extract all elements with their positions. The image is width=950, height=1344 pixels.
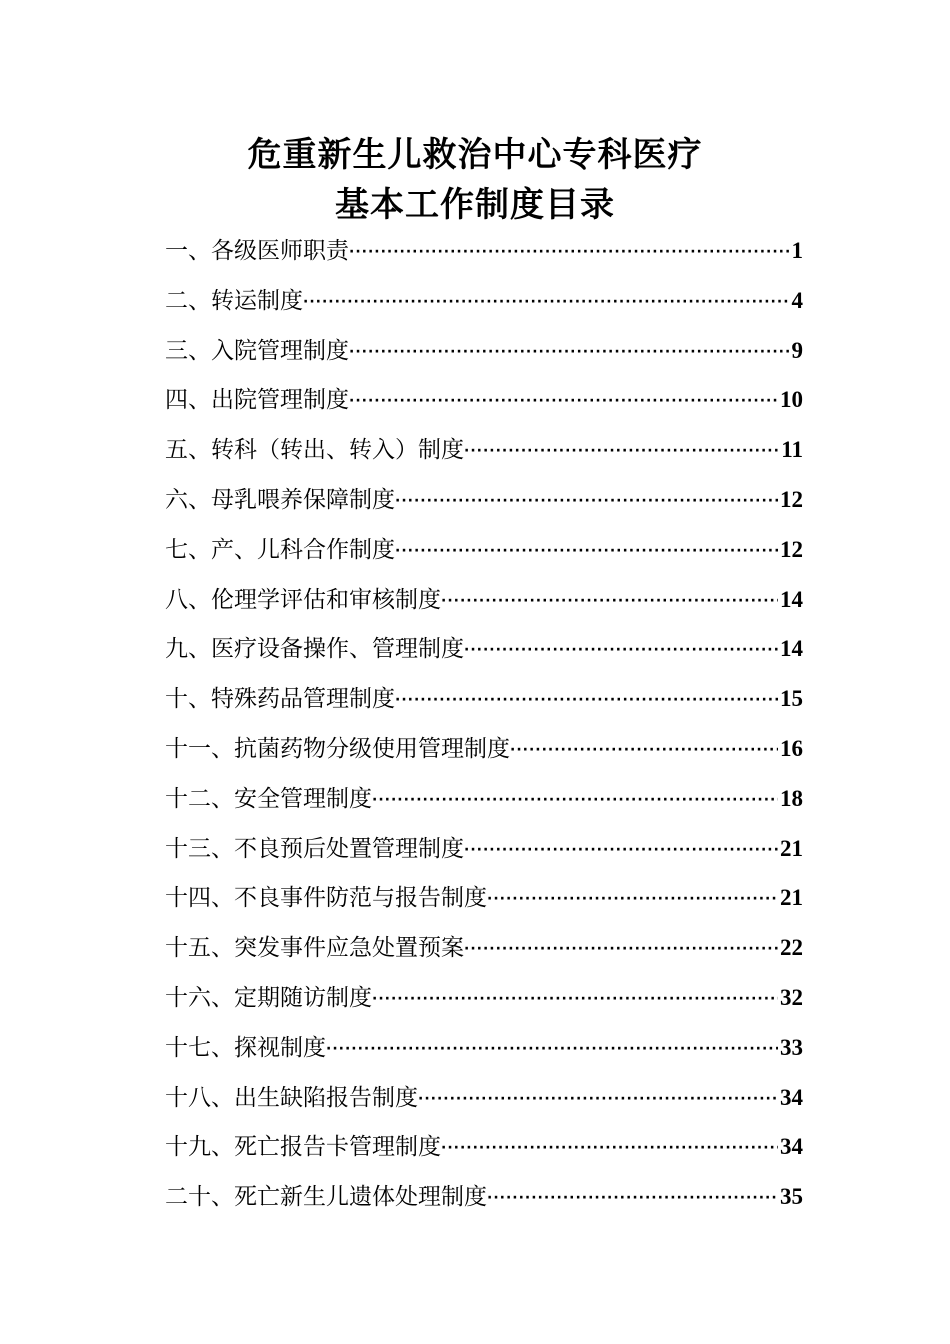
toc-dot-leader	[464, 826, 778, 874]
toc-entry-page: 34	[780, 1134, 803, 1160]
toc-entry-label: 七、产、儿科合作制度	[165, 536, 395, 563]
toc-dot-leader	[441, 577, 778, 625]
toc-entry-label: 十一、抗菌药物分级使用管理制度	[165, 735, 510, 762]
toc-entry[interactable]	[165, 873, 803, 923]
toc-entry[interactable]	[165, 724, 803, 774]
toc-dot-leader	[395, 477, 778, 525]
toc-dot-leader	[487, 875, 778, 923]
toc-entry-page: 14	[780, 636, 803, 662]
toc-entry[interactable]	[165, 475, 803, 525]
table-of-contents	[165, 226, 803, 1222]
toc-entry-label: 十三、不良预后处置管理制度	[165, 835, 464, 862]
toc-dot-leader	[349, 377, 778, 425]
toc-entry-label: 十八、出生缺陷报告制度	[165, 1084, 418, 1111]
toc-dot-leader	[303, 278, 790, 326]
toc-entry-page: 32	[780, 984, 803, 1010]
toc-dot-leader	[464, 427, 779, 475]
toc-dot-leader	[418, 1075, 778, 1123]
toc-entry[interactable]	[165, 624, 803, 674]
toc-entry-label: 九、医疗设备操作、管理制度	[165, 636, 464, 663]
toc-entry-label: 十、特殊药品管理制度	[165, 686, 395, 713]
toc-entry[interactable]	[165, 226, 803, 276]
toc-entry[interactable]	[165, 1073, 803, 1123]
toc-entry[interactable]	[165, 525, 803, 575]
toc-entry-page: 12	[780, 536, 803, 562]
toc-entry[interactable]	[165, 1122, 803, 1172]
toc-entry-page: 12	[780, 486, 803, 512]
toc-entry[interactable]	[165, 425, 803, 475]
toc-entry-page: 10	[780, 387, 803, 413]
toc-dot-leader	[395, 676, 778, 724]
document-title	[0, 130, 950, 230]
title-line-1: 危重新生儿救治中心专科医疗	[247, 135, 703, 175]
toc-entry[interactable]	[165, 375, 803, 425]
toc-entry-label: 十七、探视制度	[165, 1034, 326, 1061]
toc-dot-leader	[510, 726, 778, 774]
toc-entry-page: 21	[780, 835, 803, 861]
toc-entry-label: 四、出院管理制度	[165, 387, 349, 414]
title-line-2: 基本工作制度目录	[335, 185, 615, 225]
toc-entry[interactable]	[165, 1023, 803, 1073]
toc-entry-label: 八、伦理学评估和审核制度	[165, 586, 441, 613]
toc-dot-leader	[372, 975, 778, 1023]
toc-dot-leader	[441, 1124, 778, 1172]
toc-entry-page: 16	[780, 735, 803, 761]
toc-dot-leader	[395, 527, 778, 575]
toc-entry-label: 二十、死亡新生儿遗体处理制度	[165, 1184, 487, 1211]
toc-entry-label: 三、入院管理制度	[165, 337, 349, 364]
toc-entry[interactable]	[165, 774, 803, 824]
toc-entry-page: 14	[780, 586, 803, 612]
toc-entry-page: 21	[780, 885, 803, 911]
toc-entry-label: 十四、不良事件防范与报告制度	[165, 885, 487, 912]
toc-entry-page: 15	[780, 686, 803, 712]
toc-entry-page: 11	[781, 437, 803, 463]
toc-entry[interactable]	[165, 923, 803, 973]
toc-entry-label: 六、母乳喂养保障制度	[165, 486, 395, 513]
toc-dot-leader	[349, 328, 790, 376]
toc-entry-label: 十五、突发事件应急处置预案	[165, 935, 464, 962]
toc-entry-label: 十六、定期随访制度	[165, 984, 372, 1011]
toc-entry-page: 9	[791, 337, 803, 363]
toc-entry-label: 十二、安全管理制度	[165, 785, 372, 812]
toc-dot-leader	[487, 1174, 778, 1222]
toc-entry[interactable]	[165, 575, 803, 625]
toc-dot-leader	[326, 1025, 778, 1073]
toc-entry-label: 二、转运制度	[165, 287, 303, 314]
toc-entry-page: 1	[791, 238, 803, 263]
toc-dot-leader	[372, 776, 778, 824]
toc-entry-page: 22	[780, 935, 803, 961]
toc-entry-label: 五、转科（转出、转入）制度	[165, 437, 464, 464]
toc-entry[interactable]	[165, 973, 803, 1023]
toc-entry-page: 18	[780, 785, 803, 811]
toc-entry[interactable]	[165, 276, 803, 326]
toc-entry-page: 4	[791, 287, 803, 313]
toc-entry-label: 一、各级医师职责	[165, 238, 349, 264]
toc-dot-leader	[464, 626, 778, 674]
toc-entry-label: 十九、死亡报告卡管理制度	[165, 1134, 441, 1161]
toc-entry[interactable]	[165, 326, 803, 376]
toc-entry-page: 33	[780, 1034, 803, 1060]
toc-dot-leader	[349, 228, 790, 276]
toc-entry[interactable]	[165, 674, 803, 724]
toc-entry[interactable]	[165, 824, 803, 874]
toc-entry-page: 35	[780, 1184, 803, 1210]
toc-dot-leader	[464, 925, 778, 973]
toc-entry[interactable]	[165, 1172, 803, 1222]
toc-entry-page: 34	[780, 1084, 803, 1110]
